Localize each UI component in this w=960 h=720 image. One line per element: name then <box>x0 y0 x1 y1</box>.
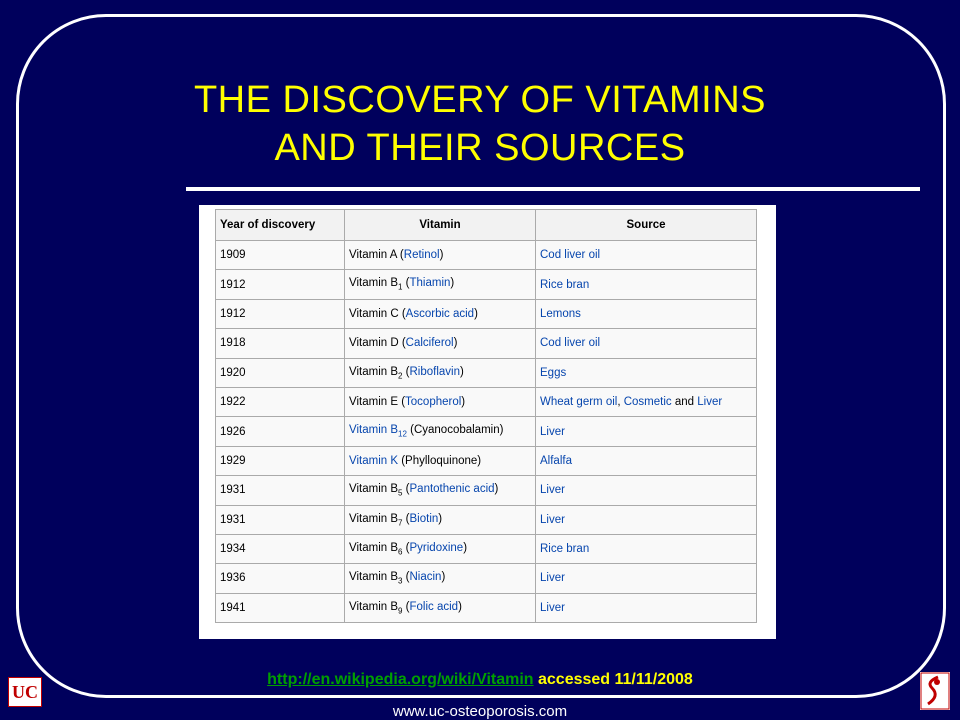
vitamin-name: Vitamin B <box>349 277 399 290</box>
cell-source <box>536 417 757 446</box>
vitamin-paren: ( <box>402 600 410 613</box>
compound-link[interactable]: Riboflavin <box>409 365 460 378</box>
table-row <box>216 387 757 416</box>
source-link[interactable]: Rice bran <box>540 543 590 556</box>
vitamin-name: Vitamin B <box>349 600 399 613</box>
vitamin-name: Vitamin B <box>349 483 399 496</box>
title-line-1: THE DISCOVERY OF VITAMINS <box>193 79 767 121</box>
vitamin-compound: (Cyanocobalamin) <box>406 424 504 437</box>
source-link[interactable]: Wheat germ oil <box>540 396 618 409</box>
cell-year: 1934 <box>216 534 345 563</box>
vitamin-subscript: 1 <box>398 282 403 292</box>
compound-link[interactable]: Ascorbic acid <box>405 307 475 320</box>
table-row <box>216 476 757 505</box>
table-row <box>216 270 757 299</box>
vitamin-subscript: 2 <box>398 370 403 380</box>
cell-year: 1929 <box>216 446 345 475</box>
table-row <box>216 241 757 270</box>
compound-link[interactable]: Thiamin <box>409 277 451 290</box>
compound-link[interactable]: Folic acid <box>409 600 459 613</box>
compound-link[interactable]: Biotin <box>409 512 439 525</box>
vitamin-paren: ) <box>438 512 443 525</box>
vitamin-paren: ) <box>441 571 446 584</box>
cell-source <box>536 534 757 563</box>
vitamin-name: Vitamin B <box>349 512 399 525</box>
cell-vitamin <box>345 270 536 299</box>
source-separator: and <box>671 396 698 409</box>
source-link[interactable]: Eggs <box>540 366 567 379</box>
site-url: www.uc-osteoporosis.com <box>392 703 568 720</box>
title-line-2: AND THEIR SOURCES <box>274 127 686 169</box>
source-link[interactable]: Liver <box>697 396 723 409</box>
cell-vitamin <box>345 593 536 622</box>
vitamin-name: Vitamin A ( <box>349 249 404 262</box>
cell-source <box>536 358 757 387</box>
vitamin-paren: ( <box>402 483 410 496</box>
citation <box>0 671 960 689</box>
compound-link[interactable]: Calciferol <box>405 337 454 350</box>
spine-logo-icon <box>920 672 950 710</box>
cell-year: 1941 <box>216 593 345 622</box>
vitamin-paren: ( <box>402 541 410 554</box>
accessed-date: accessed 11/11/2008 <box>533 671 693 688</box>
cell-year: 1926 <box>216 417 345 446</box>
cell-source <box>536 329 757 358</box>
vitamin-name: Vitamin E ( <box>349 396 406 409</box>
vitamin-paren: ) <box>461 396 466 409</box>
vitamin-subscript: 6 <box>398 547 403 557</box>
cell-vitamin <box>345 417 536 446</box>
vitamin-paren: ( <box>402 365 410 378</box>
cell-source <box>536 241 757 270</box>
source-link[interactable]: Cod liver oil <box>540 337 601 350</box>
vitamin-name: Vitamin B <box>349 541 399 554</box>
source-link[interactable]: Liver <box>540 572 565 585</box>
cell-year: 1912 <box>216 299 345 328</box>
cell-source <box>536 564 757 593</box>
cell-vitamin <box>345 358 536 387</box>
cell-year: 1922 <box>216 387 345 416</box>
compound-link[interactable]: Niacin <box>409 571 442 584</box>
table-row <box>216 358 757 387</box>
cell-vitamin <box>345 299 536 328</box>
source-link[interactable]: Liver <box>540 425 565 438</box>
vitamin-subscript: 9 <box>398 606 403 616</box>
vitamin-name: Vitamin B <box>349 365 399 378</box>
table-row <box>216 417 757 446</box>
cell-source <box>536 299 757 328</box>
vitamin-paren: ( <box>402 571 410 584</box>
source-link[interactable]: Lemons <box>540 307 581 320</box>
table-row <box>216 329 757 358</box>
source-link[interactable]: Liver <box>540 513 565 526</box>
table-row <box>216 505 757 534</box>
vitamin-name: Vitamin C ( <box>349 307 406 320</box>
source-link[interactable]: Cod liver oil <box>540 249 601 262</box>
vitamin-subscript: 5 <box>398 488 403 498</box>
cell-vitamin <box>345 329 536 358</box>
source-link[interactable]: Rice bran <box>540 278 590 291</box>
vitamin-paren: ( <box>402 277 410 290</box>
vitamin-paren: ) <box>474 307 478 320</box>
cell-source <box>536 387 757 416</box>
table-header-row <box>216 210 757 241</box>
cell-source <box>536 446 757 475</box>
cell-source <box>536 476 757 505</box>
source-link[interactable]: Alfalfa <box>540 454 572 467</box>
compound-link[interactable]: Pantothenic acid <box>409 483 495 496</box>
wikipedia-link[interactable]: http://en.wikipedia.org/wiki/Vitamin <box>267 671 534 688</box>
vitamin-subscript: 12 <box>398 429 407 439</box>
vitamin-link[interactable]: Vitamin $B_{12}$ <box>349 424 407 439</box>
table-row <box>216 593 757 622</box>
cell-year: 1936 <box>216 564 345 593</box>
source-separator: , <box>617 396 624 409</box>
source-link[interactable]: Cosmetic <box>623 396 672 409</box>
uc-logo: UC <box>8 677 42 707</box>
cell-vitamin <box>345 387 536 416</box>
vitamin-paren: ) <box>458 600 462 613</box>
source-link[interactable]: Liver <box>540 484 565 497</box>
cell-vitamin <box>345 505 536 534</box>
vitamin-paren: ) <box>460 365 464 378</box>
cell-year: 1931 <box>216 476 345 505</box>
header-year: Year of discovery <box>216 210 345 241</box>
cell-vitamin <box>345 241 536 270</box>
compound-link[interactable]: Tocopherol <box>405 396 462 409</box>
cell-year: 1920 <box>216 358 345 387</box>
table-row <box>216 446 757 475</box>
cell-source <box>536 270 757 299</box>
vitamin-name: Vitamin D ( <box>349 337 406 350</box>
vitamin-subscript: 7 <box>398 517 403 527</box>
vitamin-paren: ) <box>450 277 455 290</box>
title-divider <box>186 187 920 191</box>
cell-source <box>536 505 757 534</box>
vitamin-compound: (Phylloquinone) <box>398 454 482 467</box>
vitamin-table-panel <box>199 205 776 639</box>
cell-year: 1918 <box>216 329 345 358</box>
vitamin-paren: ) <box>453 337 458 350</box>
cell-vitamin <box>345 446 536 475</box>
cell-source <box>536 593 757 622</box>
vitamin-name: Vitamin B <box>349 571 399 584</box>
vitamin-paren: ) <box>439 249 444 262</box>
table-row <box>216 564 757 593</box>
cell-year: 1909 <box>216 241 345 270</box>
source-link[interactable]: Liver <box>540 601 565 614</box>
vitamin-table <box>215 209 757 623</box>
header-vitamin: Vitamin <box>345 210 536 241</box>
table-row <box>216 299 757 328</box>
cell-year: 1931 <box>216 505 345 534</box>
vitamin-paren: ( <box>402 512 410 525</box>
table-body <box>216 241 757 623</box>
table-row <box>216 534 757 563</box>
compound-link[interactable]: Retinol <box>403 249 440 262</box>
cell-vitamin <box>345 476 536 505</box>
slide-title <box>80 76 880 172</box>
vitamin-link[interactable]: Vitamin K <box>349 454 399 467</box>
vitamin-paren: ) <box>463 541 468 554</box>
header-source: Source <box>536 210 757 241</box>
cell-vitamin <box>345 564 536 593</box>
cell-year: 1912 <box>216 270 345 299</box>
cell-vitamin <box>345 534 536 563</box>
vitamin-paren: ) <box>494 483 499 496</box>
compound-link[interactable]: Pyridoxine <box>409 541 464 554</box>
vitamin-subscript: 3 <box>398 576 403 586</box>
